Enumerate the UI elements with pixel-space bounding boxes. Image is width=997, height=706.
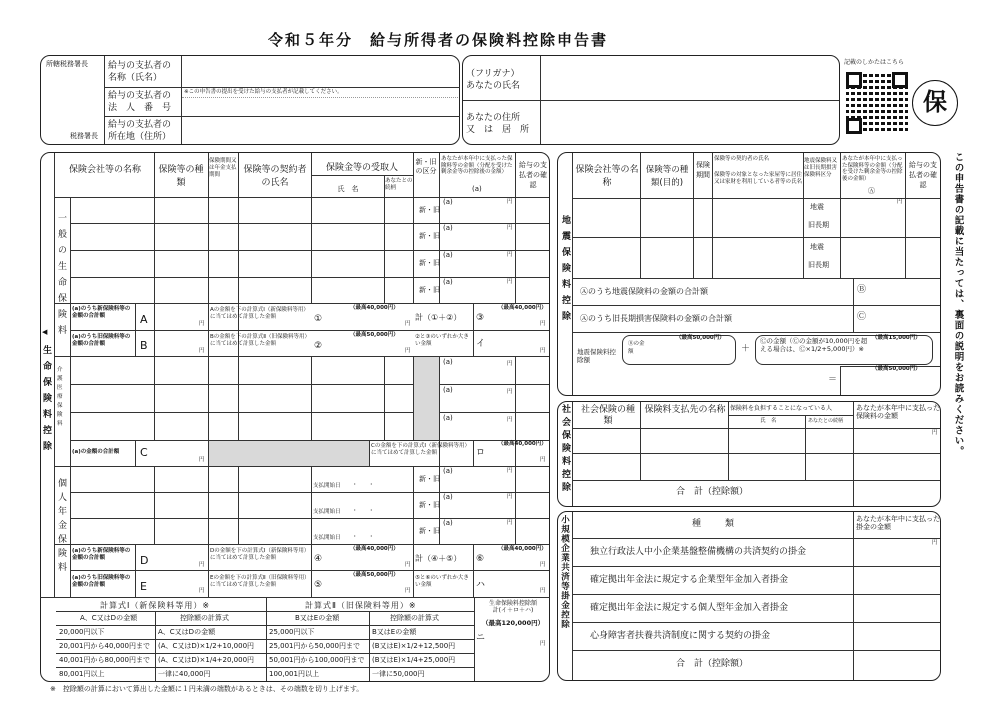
payer-name-field[interactable] <box>182 57 458 86</box>
plus-icon: ＋ <box>741 344 751 354</box>
calc1-amount-1: 20,001円から40,000円まで <box>59 642 150 650</box>
life-col-relation: あなたとの続柄 <box>385 178 413 191</box>
general-row-field[interactable] <box>71 198 153 222</box>
life-col-amount-sub: (a) <box>472 185 482 193</box>
calc2-amount-1: 25,001円から50,000円まで <box>269 642 360 650</box>
calc2-amount-0: 25,000円以下 <box>269 628 315 636</box>
eq-col-breakdown: 地震保険料又は旧長期損害保険料区分 <box>804 158 838 178</box>
eq-max15: （最高15,000円） <box>872 335 921 341</box>
row-A-label: (a)のうち新保険料等の金額の合計額 <box>72 306 131 319</box>
yen-general-3: 円 <box>507 279 513 285</box>
num-ha: ハ <box>476 580 486 590</box>
side-notice: この申告書の記載に当たっては、裏面の説明をお読みください。 <box>952 152 964 457</box>
life-col-kind: 保険等の種類 <box>158 165 204 188</box>
small-col-amount: あなたが本年中に支払った掛金の金額 <box>856 515 940 531</box>
letter-C: C <box>140 446 148 459</box>
life-section-label: 生命保険料控除 <box>41 345 51 457</box>
calc2-col-formula: 控除額の計算式 <box>390 614 439 622</box>
calc5-note: Eの金額を下の計算式Ⅱ（旧保険料等用）に当てはめて計算した金額 <box>210 575 310 588</box>
eq-col-confirm: 給与の支払者の確認 <box>909 161 937 189</box>
newold-general-1: 新・旧 <box>419 232 440 240</box>
calc3-note: Cの金額を下の計算式Ⅰ（新保険料等用）に当てはめて計算した金額 <box>371 443 470 456</box>
max40-3: （最高40,000円） <box>498 305 547 311</box>
seal-mark: 保 <box>912 80 958 126</box>
eq-col-target: 保険等の対象となった家屋等に居住又は家財を利用している者等の氏名 <box>714 172 803 185</box>
a-pension-2: (a) <box>443 519 453 527</box>
date-dots: ・ ・ <box>352 534 375 540</box>
yen-general-2: 円 <box>507 252 513 258</box>
num-2: ② <box>314 341 323 351</box>
life-col-period: 保険期間又は年金支払期間 <box>209 158 237 178</box>
max50-2: （最高50,000円） <box>350 332 399 338</box>
life-col-amount: あなたが本年中に支払った保険料等の金額（分配を受けた剰余金等の控除後の金額） <box>441 156 513 175</box>
small-item-2: 確定拠出年金法に規定する個人型年金加入者掛金 <box>590 603 789 613</box>
max50-5: （最高50,000円） <box>350 572 399 578</box>
num-ni: ニ <box>476 633 486 643</box>
social-col-relation: あなたとの続柄 <box>808 418 844 424</box>
a-general-3: (a) <box>443 278 453 286</box>
start-date-2: 支払開始日 <box>313 535 341 541</box>
yen-social: 円 <box>932 430 938 436</box>
eq-max50: （最高50,000円） <box>676 335 725 341</box>
payer-name-label: 給与の支払者の 名称（氏名） <box>108 61 172 83</box>
calc2-formula-1: (B又はE)×1/2+12,500円 <box>372 642 456 650</box>
newold-general-2: 新・旧 <box>419 259 440 267</box>
sum45-label: 計（④＋⑤） <box>415 554 462 563</box>
row-E-label: (a)のうち旧保険料等の金額の合計額 <box>72 575 131 588</box>
newold-general-0: 新・旧 <box>419 206 440 214</box>
eq-col-company: 保険会社等の名称 <box>575 165 639 188</box>
num-6: ⑥ <box>476 554 485 564</box>
row-D-label: (a)のうち新保険料等の金額の合計額 <box>72 548 131 561</box>
yen-pension-1: 円 <box>507 494 513 500</box>
a-care-2: (a) <box>443 386 453 394</box>
max40-4: （最高40,000円） <box>350 546 399 552</box>
eq-col-amount: あなたが本年中に支払った保険料等の金額（分配を受けた剰余金等の控除後の金額） <box>842 156 903 182</box>
yen-general-0: 円 <box>507 199 513 205</box>
calc1-formula-0: A、C又はDの金額 <box>158 628 216 636</box>
num-4: ④ <box>314 554 323 564</box>
newold-pension-1: 新・旧 <box>419 501 440 509</box>
calc1-formula-3: 一律に40,000円 <box>158 670 211 678</box>
num-i: イ <box>476 339 486 349</box>
date-dots: ・ ・ <box>352 482 375 488</box>
a-general-2: (a) <box>443 251 453 259</box>
yen-eq-1: 円 <box>897 199 903 205</box>
calc1-col-amount: A、C又はDの金額 <box>80 614 138 622</box>
calc1-amount-3: 80,001円以上 <box>59 670 105 678</box>
general-row-field[interactable] <box>71 278 153 302</box>
max40-1: （最高40,000円） <box>350 305 399 311</box>
payer-number-label: 給与の支払者の 法 人 番 号 <box>108 91 172 113</box>
payer-address-label: 給与の支払者の 所在地（住所） <box>108 120 172 142</box>
eq-col-period: 保険期間 <box>696 161 710 179</box>
small-label: 小規模企業共済等掛金控除 <box>559 515 570 629</box>
small-item-0: 独立行政法人中小企業基盤整備機構の共済契約の掛金 <box>590 547 807 557</box>
a-care-3: (a) <box>443 414 453 422</box>
larger56-label: ⑤と⑥のいずれか大きい金額 <box>415 575 469 588</box>
arrow-left-icon: ◀ <box>42 328 48 336</box>
life-total-max: （最高120,000円） <box>482 619 545 627</box>
payer-address-field[interactable] <box>182 117 458 143</box>
yen-4: 円 <box>405 562 411 568</box>
eq-col-kind: 保険等の種類(目的) <box>645 165 689 188</box>
yen-3: 円 <box>540 321 546 327</box>
calc2-amount-3: 100,001円以上 <box>269 670 319 678</box>
yen-C: 円 <box>199 457 205 463</box>
your-address-field[interactable] <box>542 102 838 144</box>
yen-E: 円 <box>199 588 205 594</box>
eq-mark-B: Ⓑ <box>857 285 867 295</box>
yen-ni: 円 <box>540 641 546 647</box>
qr-label: 記載のしかたはこちら <box>844 59 905 66</box>
payer-number-field[interactable] <box>182 97 458 116</box>
page-title: 令和５年分 給与所得者の保険料控除申告書 <box>268 31 609 49</box>
care-label: 介護医療保険料 <box>57 367 63 427</box>
calc1-formula-2: (A、C又はD)×1/4+20,000円 <box>158 656 255 664</box>
calc2-col-amount: B又はEの金額 <box>295 614 340 622</box>
equals-icon: ＝ <box>828 375 838 385</box>
payer-number-note: ※この申告書の提出を受けた給与の支払者が記載してください。 <box>184 89 343 95</box>
calc1-title: 計算式Ⅰ（新保険料等用）※ <box>100 601 211 610</box>
your-name-field[interactable] <box>542 57 838 99</box>
calc1-col-formula: 控除額の計算式 <box>180 614 229 622</box>
social-label: 社会保険料控除 <box>560 404 570 495</box>
social-col-name: 氏 名 <box>760 418 777 424</box>
yen-pension-0: 円 <box>507 468 513 474</box>
eq-mark-C: Ⓒ <box>857 312 867 322</box>
life-col-contractor: 保険等の契約者の氏名 <box>243 165 307 188</box>
eq-sum-old: Ⓐのうち旧長期損害保険料の金額の合計額 <box>580 314 732 323</box>
a-pension-0: (a) <box>443 467 453 475</box>
small-enterprise-section <box>557 511 941 681</box>
newold-general-3: 新・旧 <box>419 286 440 294</box>
life-col-recipient-name: 氏 名 <box>337 185 359 193</box>
a-general-1: (a) <box>443 224 453 232</box>
num-5: ⑤ <box>314 580 323 590</box>
calc1-amount-0: 20,000円以下 <box>59 628 105 636</box>
eq-max50b: （最高50,000円） <box>872 366 921 372</box>
small-col-kind: 種 類 <box>692 519 737 529</box>
sum12-label: 計（①＋②） <box>415 313 462 322</box>
calc1-formula-1: (A、C又はD)×1/2+10,000円 <box>158 642 255 650</box>
a-pension-1: (a) <box>443 493 453 501</box>
eq-c-calc: Ⓒの金額（Ⓒの金額が10,000円を超える場合は、Ⓒ×1/2+5,000円）※ <box>760 337 868 353</box>
eq-sum-quake: Ⓐのうち地震保険料の金額の合計額 <box>580 287 708 296</box>
row-B-label: (a)のうち旧保険料等の金額の合計額 <box>72 334 131 347</box>
num-ro: ロ <box>476 448 486 458</box>
yen-ha: 円 <box>540 588 546 594</box>
row-C-label: (a)の金額の合計額 <box>72 449 120 455</box>
newold-pension-2: 新・旧 <box>419 527 440 535</box>
letter-D: D <box>140 554 149 567</box>
date-dots: ・ ・ <box>352 508 375 514</box>
start-date-1: 支払開始日 <box>313 509 341 515</box>
tax-office-label: 所轄税務署長 <box>46 60 88 68</box>
start-date-0: 支払開始日 <box>313 483 341 489</box>
small-total: 合 計（控除額） <box>676 659 749 669</box>
general-life-label: 一般の生命保険料 <box>56 213 66 341</box>
eq-col-amount-sub: Ⓐ <box>868 187 875 195</box>
calc2-note: Bの金額を下の計算式Ⅱ（旧保険料等用）に当てはめて計算した金額 <box>210 334 310 347</box>
social-col-burden: 保険料を負担することになっている人 <box>730 405 833 412</box>
yen-6: 円 <box>540 562 546 568</box>
life-col-company: 保険会社等の名称 <box>68 165 141 175</box>
calc1-amount-2: 40,001円から80,000円まで <box>59 656 150 664</box>
footnote: ※ 控除額の計算において算出した金額に１円未満の端数があるときは、その端数を切り上げます。 <box>50 685 364 693</box>
life-total-label: 生命保険料控除額 計(イ＋ロ＋ハ) <box>488 600 537 614</box>
social-col-kind: 社会保険の種類 <box>580 405 635 426</box>
your-name-label: あなたの氏名 <box>466 81 521 91</box>
calc4-note: Dの金額を下の計算式Ⅰ（新保険料等用）に当てはめて計算した金額 <box>210 548 310 561</box>
pension-label: 個人年金保険料 <box>56 478 66 576</box>
letter-A: A <box>140 313 148 326</box>
letter-E: E <box>140 580 147 593</box>
calc2-amount-2: 50,001円から100,000円まで <box>269 656 365 664</box>
num-1: ① <box>314 314 323 324</box>
yen-general-1: 円 <box>507 225 513 231</box>
newold-pension-0: 新・旧 <box>419 475 440 483</box>
your-address-label: あなたの住所 又 は 居 所 <box>466 113 530 135</box>
eq-type-quake-2: 地震 <box>810 243 824 251</box>
calc2-formula-2: (B又はE)×1/4+25,000円 <box>372 656 456 664</box>
small-item-1: 確定拠出年金法に規定する企業型年金加入者掛金 <box>590 575 789 585</box>
life-total-field[interactable] <box>476 630 548 680</box>
general-row-field[interactable] <box>71 251 153 275</box>
letter-B: B <box>140 339 148 352</box>
calc1-note: Aの金額を下の計算式Ⅰ（新保険料等用）に当てはめて計算した金額 <box>210 307 309 320</box>
furigana-label: （フリガナ） <box>466 69 520 79</box>
yen-care-2: 円 <box>507 389 513 395</box>
yen-care-1: 円 <box>507 361 513 367</box>
life-col-newold: 新・旧の区分 <box>415 158 437 175</box>
eq-b-amount: Ⓑの金額 <box>628 341 645 355</box>
life-col-confirm: 給与の支払者の確認 <box>519 161 547 189</box>
life-col-recipient: 保険金等の受取人 <box>325 163 398 173</box>
yen-B: 円 <box>199 348 205 354</box>
yen-ro: 円 <box>540 457 546 463</box>
max40-6: （最高40,000円） <box>498 546 547 552</box>
social-col-amount: あなたが本年中に支払った保険料の金額 <box>856 404 940 420</box>
social-total: 合 計（控除額） <box>676 487 749 497</box>
eq-deduction-label: 地震保険料控除額 <box>577 348 616 364</box>
yen-5: 円 <box>405 588 411 594</box>
tax-office-suffix: 税務署長 <box>70 132 98 140</box>
earthquake-label: 地震保険料控除 <box>560 215 570 327</box>
yen-A: 円 <box>199 321 205 327</box>
calc2-formula-0: B又はEの金額 <box>372 628 417 636</box>
calc2-title: 計算式Ⅱ（旧保険料等用）※ <box>305 601 417 610</box>
yen-D: 円 <box>199 562 205 568</box>
a-care-1: (a) <box>443 358 453 366</box>
eq-type-quake-1: 地震 <box>810 203 824 211</box>
yen-2: 円 <box>405 348 411 354</box>
yen-care-3: 円 <box>507 417 513 423</box>
max40-ro: （最高40,000円） <box>498 441 547 447</box>
yen-small: 円 <box>932 540 938 546</box>
a-general-0: (a) <box>443 198 453 206</box>
calc2-formula-3: 一律に50,000円 <box>372 670 425 678</box>
yen-i: 円 <box>540 348 546 354</box>
eq-type-old-1: 旧長期 <box>808 221 829 229</box>
yen-pension-2: 円 <box>507 520 513 526</box>
general-row-field[interactable] <box>71 224 153 248</box>
social-col-payee: 保険料支払先の名称 <box>644 405 726 415</box>
eq-col-contractor: 保険等の契約者の氏名 <box>714 156 770 162</box>
eq-type-old-2: 旧長期 <box>808 261 829 269</box>
small-item-3: 心身障害者扶養共済制度に関する契約の掛金 <box>590 631 771 641</box>
larger23-label: ②と③のいずれか大きい金額 <box>415 334 469 347</box>
yen-1: 円 <box>405 321 411 327</box>
num-3: ③ <box>476 313 485 323</box>
